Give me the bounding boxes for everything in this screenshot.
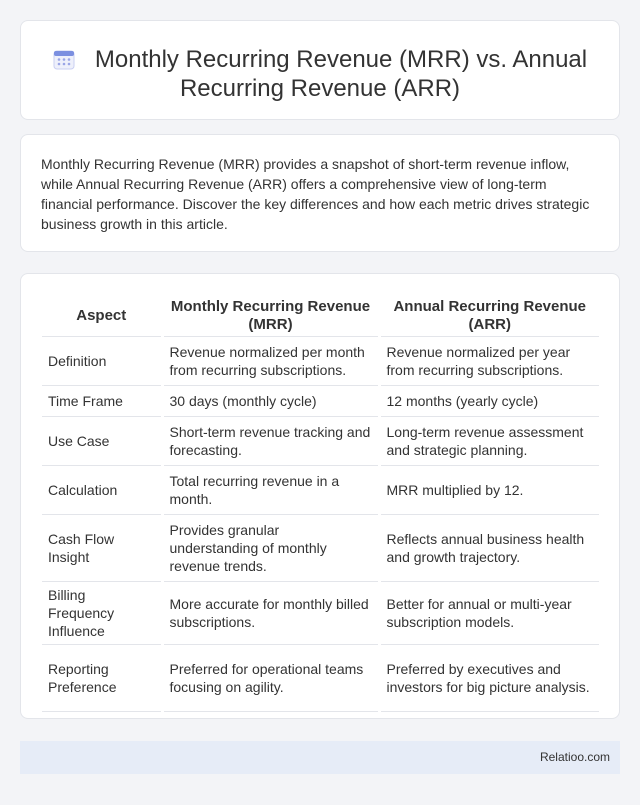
header-mrr: Monthly Recurring Revenue (MRR) <box>162 296 379 337</box>
table-row <box>42 645 599 712</box>
comparison-table <box>42 296 599 712</box>
table-row <box>42 337 599 386</box>
page-title <box>21 45 619 103</box>
header-aspect: Aspect <box>42 296 162 337</box>
footer-brand[interactable]: Relatioo.com <box>539 750 610 764</box>
cell-mrr: Preferred for operational teams focusing on agility. <box>162 645 379 712</box>
title-text: Monthly Recurring Revenue (MRR) vs. Annual Recurring Revenue (ARR) <box>94 46 588 102</box>
cell-arr: 12 months (yearly cycle) <box>379 386 599 417</box>
cell-aspect: Reporting Preference <box>42 645 162 712</box>
cell-arr: Preferred by executives and investors for big picture analysis. <box>379 645 599 712</box>
table-header-row <box>42 296 599 337</box>
cell-mrr: Revenue normalized per month from recurring subscriptions. <box>162 337 379 386</box>
table-row <box>42 386 599 417</box>
cell-mrr: More accurate for monthly billed subscriptions. <box>162 582 379 645</box>
table-row <box>42 582 599 645</box>
footer-bar <box>20 741 620 774</box>
table-row <box>42 466 599 515</box>
header-arr: Annual Recurring Revenue (ARR) <box>379 296 599 337</box>
cell-arr: Better for annual or multi-year subscription models. <box>379 582 599 645</box>
cell-arr: MRR multiplied by 12. <box>379 466 599 515</box>
cell-aspect: Definition <box>42 337 162 386</box>
cell-mrr: Total recurring revenue in a month. <box>162 466 379 515</box>
cell-aspect: Cash Flow Insight <box>42 515 162 582</box>
cell-aspect: Use Case <box>42 417 162 466</box>
cell-aspect: Billing Frequency Influence <box>42 582 162 645</box>
cell-aspect: Calculation <box>42 466 162 515</box>
intro-paragraph: Monthly Recurring Revenue (MRR) provides a snapshot of short-term revenue inflow, while Annual Recurring Revenue (ARR) offers a comprehensive view of long-term financial performance. Discover the key differences and how each metric drives strategic business growth in this article. <box>41 156 590 232</box>
cell-arr: Reflects annual business health and growth trajectory. <box>379 515 599 582</box>
table-row <box>42 417 599 466</box>
title-card <box>20 20 620 120</box>
cell-arr: Revenue normalized per year from recurring subscriptions. <box>379 337 599 386</box>
cell-mrr: 30 days (monthly cycle) <box>162 386 379 417</box>
cell-mrr: Short-term revenue tracking and forecasting. <box>162 417 379 466</box>
table-row <box>42 515 599 582</box>
intro-card <box>20 134 620 252</box>
cell-mrr: Provides granular understanding of monthly revenue trends. <box>162 515 379 582</box>
comparison-card <box>20 273 620 719</box>
calendar-icon <box>53 48 75 70</box>
cell-aspect: Time Frame <box>42 386 162 417</box>
cell-arr: Long-term revenue assessment and strategic planning. <box>379 417 599 466</box>
